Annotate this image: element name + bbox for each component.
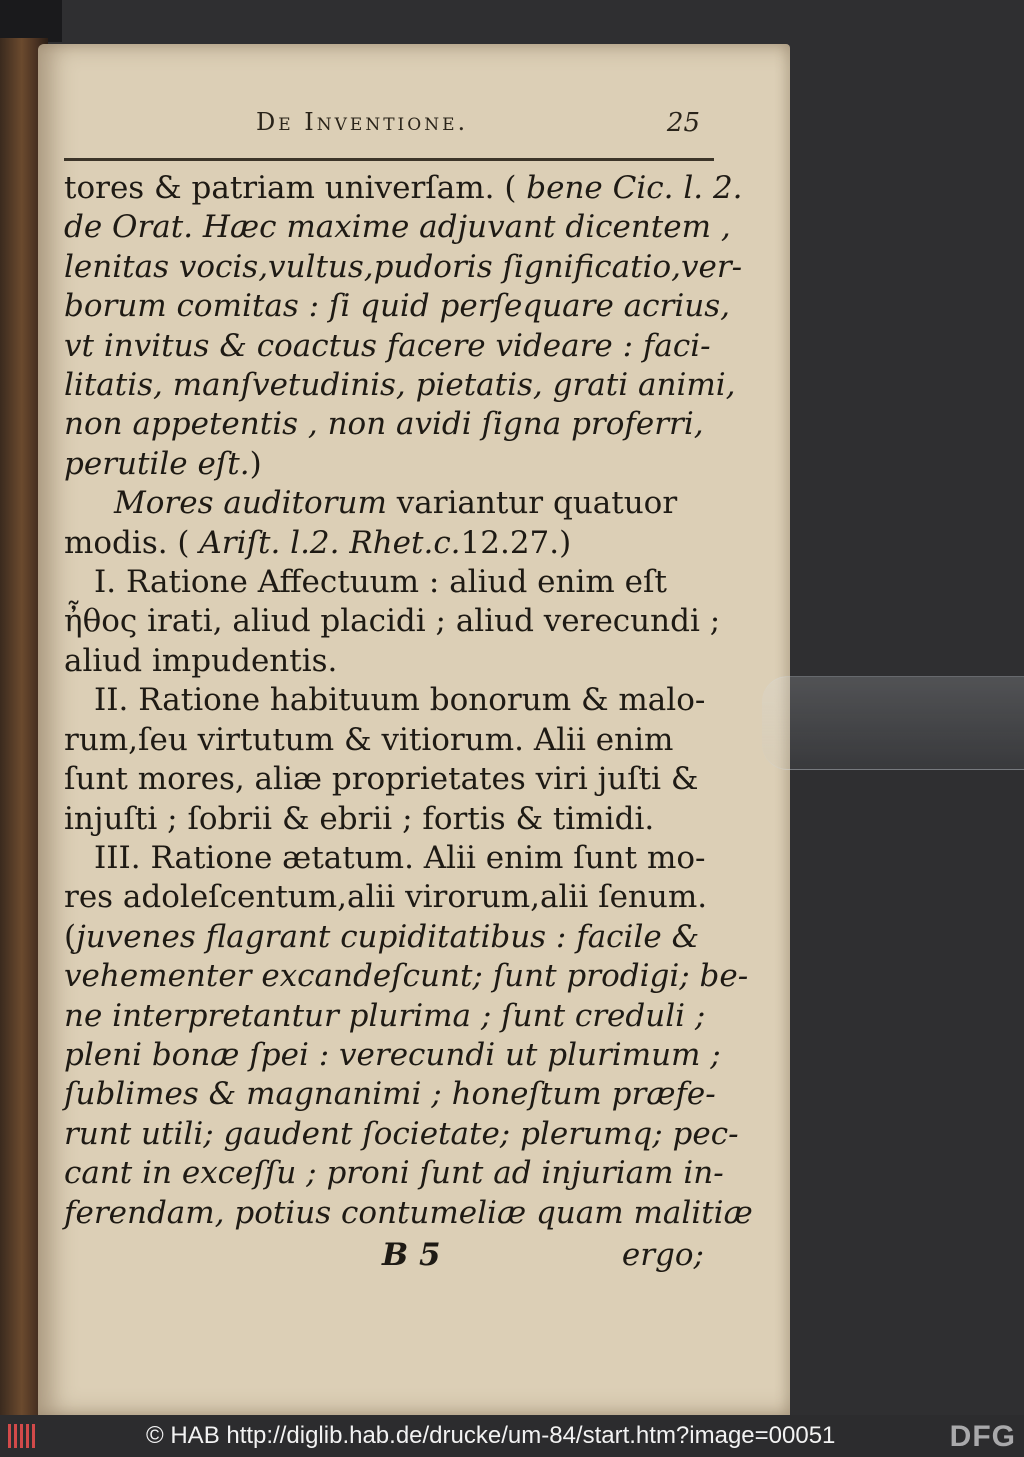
text-segment: variantur quatuor [386,485,678,522]
signature-line [64,1233,714,1277]
text-segment: II. Ratione habituum bonorum & malo- [94,682,706,719]
text-segment: injuſti ; ſobrii & ebrii ; fortis & timidi. [64,800,655,837]
text-segment: bene Cic. l. 2. [526,170,743,206]
text-line [64,563,714,602]
text-segment: litatis, manſvetudinis, pietatis, grati animi, [64,367,736,404]
text-segment: Mores auditorum [114,485,387,522]
text-line [64,445,714,484]
text-line [64,1115,739,1154]
text-segment: ferendam, potius contumeliæ quam malitiæ [64,1194,753,1231]
text-line [64,760,714,799]
text-line [64,248,743,287]
text-segment: ſublimes & magnanimi ; honeſtum præfe- [64,1076,716,1113]
binding-shadow [0,0,62,42]
text-segment: de Orat. Hæc maxime adjuvant dicentem , [64,209,731,246]
text-segment: ἦθος irati, aliud placidi ; aliud verecundi ; [64,603,721,640]
text-line [64,681,714,720]
running-title: De Inventione. [256,108,469,136]
text-segment: juvenes flagrant cupiditatibus : facile & [76,918,700,955]
text-line [64,405,714,444]
hab-logo-icon [8,1424,38,1448]
text-line [64,524,714,563]
text-line [64,169,743,208]
text-segment: lenitas vocis,vultus,pudoris ſignificatio,ver- [64,248,743,285]
text-line [64,208,731,247]
text-segment: non appetentis , non avidi ſigna proferri, [64,406,704,443]
text-line [64,642,714,681]
text-segment: aliud impudentis. [64,642,338,679]
text-line [64,957,749,996]
text-segment: vehementer excandeſcunt; ſunt prodigi; be- [64,958,749,995]
text-segment: rum,ſeu virtutum & vitiorum. Alii enim [64,721,674,758]
text-lines [64,169,753,1233]
text-segment: Ariſt. l.2. Rhet.c. [199,524,461,561]
text-segment: runt utili; gaudent ſocietate; plerumq; pec- [64,1115,739,1152]
text-line [64,327,714,366]
text-line [64,287,730,326]
page-number: 25 [666,108,700,138]
text-line [64,484,714,523]
text-segment: tores & patriam univerſam. ( [64,170,527,206]
text-line [64,800,714,839]
text-line [64,1036,721,1075]
text-line [64,366,736,405]
footer-bar [0,1415,1024,1457]
head-rule [64,158,714,161]
transparent-bookmark-strip [762,676,1024,770]
text-line [64,602,721,641]
text-line [64,1075,714,1114]
text-segment: res adoleſcentum,alii virorum,alii ſenum. [64,879,708,916]
text-segment: 12.27.) [460,524,572,561]
dfg-logo: DFG [949,1420,1016,1453]
text-line [64,839,714,878]
text-segment: cant in exceſſu ; proni ſunt ad injuriam in- [64,1155,724,1192]
text-segment: I. Ratione Affectuum : aliud enim eſt [94,564,667,601]
text-segment: borum comitas : ſi quid perſequare acrius, [64,288,730,325]
text-line [64,918,714,957]
running-head [64,108,714,148]
text-line [64,997,714,1036]
page-text [64,108,753,1277]
text-segment: ne interpretantur plurima ; ſunt creduli ; [64,997,706,1034]
catchword: ergo; [621,1236,704,1273]
text-line [64,1194,753,1233]
text-segment: perutile eſt. [64,445,250,482]
text-segment: ſunt mores, aliæ proprietates viri juſti & [64,761,699,798]
text-line [64,721,714,760]
text-segment: ) [249,445,262,482]
text-segment: III. Ratione ætatum. Alii enim ſunt mo- [94,839,706,876]
text-line [64,1154,724,1193]
copyright-link[interactable]: © HAB http://diglib.hab.de/drucke/um-84/start.htm?image=00051 [146,1422,836,1449]
text-segment: modis. ( [64,524,200,561]
text-line [64,878,714,917]
signature-mark: B 5 [382,1236,441,1273]
text-segment: pleni bonæ ſpei : verecundi ut plurimum ; [64,1036,721,1073]
text-segment: ( [64,918,77,955]
text-segment: vt invitus & coactus facere videare : faci- [64,327,711,364]
